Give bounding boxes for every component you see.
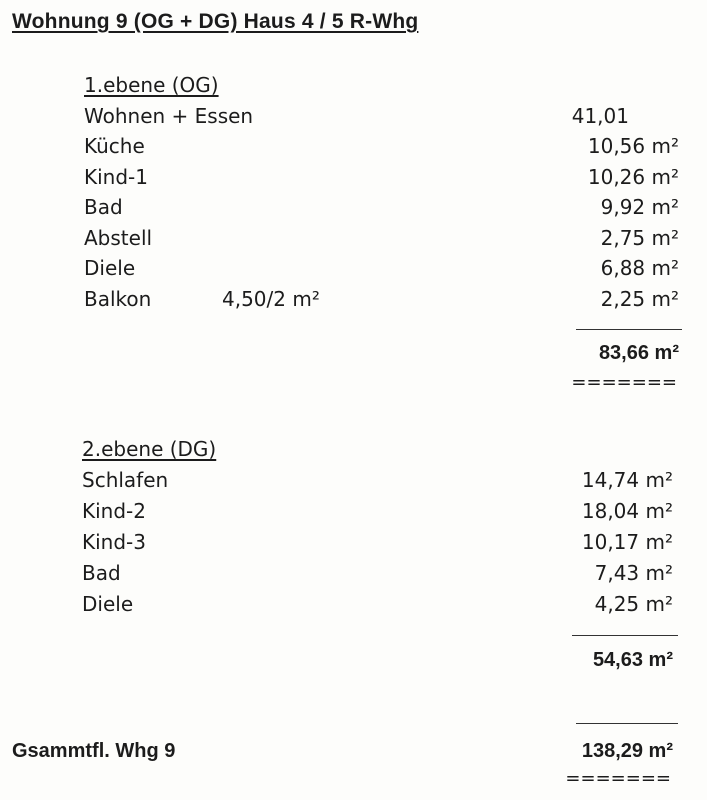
og-heading: 1.ebene (OG) (84, 73, 219, 97)
og-row-value: 10,26 m² (587, 165, 679, 189)
total-label: Gsammtfl. Whg 9 (12, 740, 176, 762)
og-row-value: 6,88 m² (600, 256, 679, 280)
dg-heading: 2.ebene (DG) (82, 437, 217, 461)
og-row-value: 9,92 m² (600, 195, 679, 219)
dg-row-value: 10,17 m² (581, 530, 673, 554)
dg-row-label: Kind-2 (82, 499, 146, 523)
dg-row-value: 14,74 m² (581, 468, 673, 492)
og-row-note: 4,50/2 m² (222, 287, 320, 311)
total-double-rule: ======= (565, 768, 671, 789)
og-row-value: 10,56 m² (587, 134, 679, 158)
dg-row-label: Schlafen (82, 468, 169, 492)
og-row-label: Wohnen + Essen (84, 104, 254, 128)
og-row-label: Bad (84, 195, 123, 219)
dg-row-label: Bad (82, 561, 121, 585)
og-row-value: 2,25 m² (600, 287, 679, 311)
og-row-label: Balkon (84, 287, 152, 311)
og-row-label: Küche (84, 134, 145, 158)
document-title: Wohnung 9 (OG + DG) Haus 4 / 5 R-Whg (12, 10, 419, 33)
dg-row-value: 18,04 m² (581, 499, 673, 523)
dg-sum-rule (572, 635, 678, 636)
dg-row-label: Diele (82, 592, 134, 616)
dg-row-value: 7,43 m² (594, 561, 673, 585)
total-sum-rule (576, 723, 678, 724)
og-sum-rule (576, 329, 682, 330)
og-row-label: Abstell (84, 226, 153, 250)
og-row-label: Diele (84, 256, 136, 280)
og-double-rule: ======= (571, 372, 677, 393)
dg-row-value: 4,25 m² (594, 592, 673, 616)
og-row-value: 2,75 m² (600, 226, 679, 250)
og-subtotal: 83,66 m² (598, 342, 679, 364)
dg-subtotal: 54,63 m² (592, 649, 673, 671)
og-row-value: 41,01 (571, 104, 629, 128)
dg-row-label: Kind-3 (82, 530, 146, 554)
total-value: 138,29 m² (581, 740, 673, 762)
og-row-label: Kind-1 (84, 165, 148, 189)
